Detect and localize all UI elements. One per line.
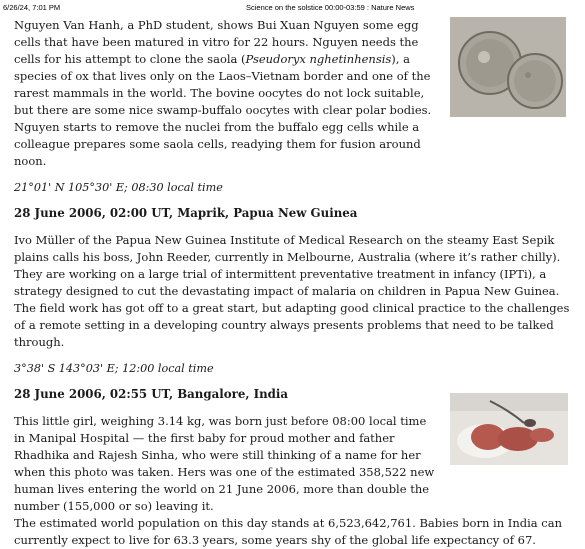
species-name: Pseudoryx nghetinhensis (245, 52, 392, 66)
population-paragraph: The estimated world population on this day stands at 6,523,642,761. Babies born in India can currently expect to live for 63.3 years, some years shy of the global life expectancy of 67. (14, 516, 562, 547)
newborn-paragraph: This little girl, weighing 3.14 kg, was born just before 08:00 local time in Manipal Hospital — the first baby for proud mother and father Rhadhika and Rajesh Sinha, who were still thinking of a name for her when this photo was taken. Hers was one of the estimated 358,522 new human lives entering the world on 21 June 2006, more than double the number (155,000 or so) leaving it. (14, 414, 435, 513)
print-timestamp: 6/26/24, 7:01 PM (3, 3, 61, 12)
location-line: 3°38' S 143°03' E; 12:00 local time (14, 362, 214, 375)
document-title: Science on the solstice 00:00-03:59 : Nature News (246, 3, 415, 12)
saola-clone-paragraph (14, 17, 439, 170)
article-body (14, 17, 574, 549)
paragraph-text: Nguyen Van Hanh, a PhD student, shows Bui Xuan Nguyen some egg cells that have been matured in vitro for 22 hours. Nguyen needs the cells for his attempt to clone the saola ( (14, 18, 419, 66)
entry-heading: 28 June 2006, 02:00 UT, Maprik, Papua New Guinea (14, 206, 358, 220)
malaria-trial-paragraph: Ivo Müller of the Papua New Guinea Institute of Medical Research on the steamy East Sepik plains calls his boss, John Reeder, currently in Melbourne, Australia (where it’s rather chilly). They are working on a large trial of intermittent preventative treatment in infancy (IPTi), a strategy designed to cut the devastating impact of malaria on children in Papua New Guinea. The field work has got off to a great start, but adapting good clinical practice to the challenges of a remote setting in a developing country always presents problems that need to be talked through. (14, 233, 570, 349)
entry-heading: 28 June 2006, 02:55 UT, Bangalore, India (14, 387, 289, 401)
paragraph-text: ), a species of ox that lives only on the Laos–Vietnam border and one of the rarest mammals in the world. The bovine oocytes do not lock suitable, but there are some nice swamp-buffalo oocytes with clear polar bodies. Nguyen starts to remove the nuclei from the buffalo egg cells while a colleague prepares some saola cells, readying them for fusion around noon. (14, 52, 432, 168)
location-line: 21°01' N 105°30' E; 08:30 local time (14, 181, 223, 194)
print-header (0, 3, 585, 15)
